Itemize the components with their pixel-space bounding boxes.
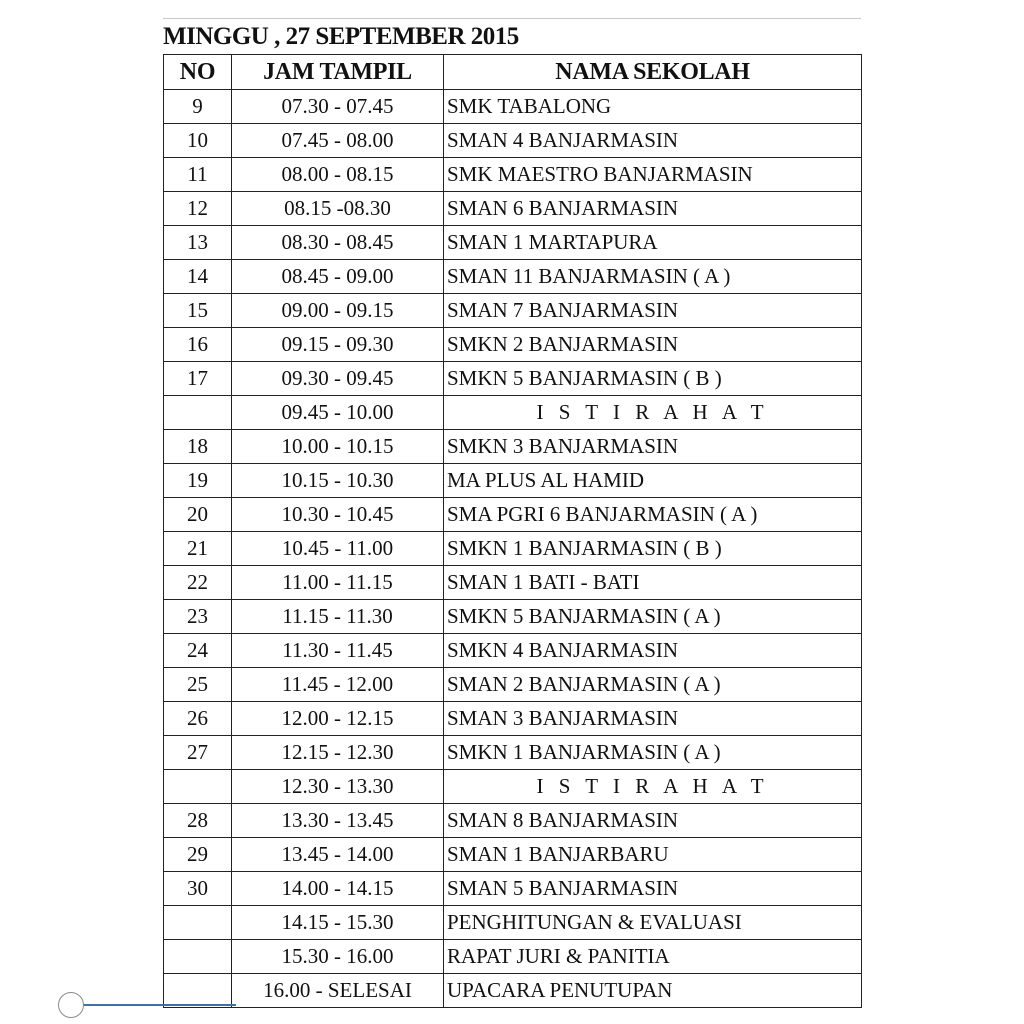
cell-no: 18 <box>164 430 232 464</box>
cell-jam-tampil: 14.15 - 15.30 <box>232 906 444 940</box>
cell-jam-tampil: 11.30 - 11.45 <box>232 634 444 668</box>
cell-no: 10 <box>164 124 232 158</box>
header-no: NO <box>164 55 232 90</box>
cell-nama-sekolah: SMAN 1 BANJARBARU <box>444 838 862 872</box>
cell-no: 22 <box>164 566 232 600</box>
cell-jam-tampil: 11.45 - 12.00 <box>232 668 444 702</box>
cell-jam-tampil: 11.00 - 11.15 <box>232 566 444 600</box>
table-row <box>164 974 862 1008</box>
cell-nama-sekolah: SMKN 5 BANJARMASIN ( B ) <box>444 362 862 396</box>
cell-jam-tampil: 12.00 - 12.15 <box>232 702 444 736</box>
cell-nama-sekolah: SMAN 7 BANJARMASIN <box>444 294 862 328</box>
cell-jam-tampil: 08.45 - 09.00 <box>232 260 444 294</box>
cell-jam-tampil: 09.00 - 09.15 <box>232 294 444 328</box>
cell-nama-sekolah: SMA PGRI 6 BANJARMASIN ( A ) <box>444 498 862 532</box>
table-row <box>164 702 862 736</box>
schedule-rows <box>164 90 862 1008</box>
table-row <box>164 838 862 872</box>
cell-nama-sekolah: SMKN 1 BANJARMASIN ( A ) <box>444 736 862 770</box>
cell-no <box>164 974 232 1008</box>
table-row <box>164 634 862 668</box>
table-row <box>164 600 862 634</box>
cell-nama-sekolah: SMKN 5 BANJARMASIN ( A ) <box>444 600 862 634</box>
cell-jam-tampil: 13.45 - 14.00 <box>232 838 444 872</box>
cell-no: 27 <box>164 736 232 770</box>
cell-jam-tampil: 09.30 - 09.45 <box>232 362 444 396</box>
cell-no: 25 <box>164 668 232 702</box>
cell-nama-sekolah: SMKN 2 BANJARMASIN <box>444 328 862 362</box>
header-jam-tampil: JAM TAMPIL <box>232 55 444 90</box>
cell-istirahat: I S T I R A H A T <box>444 396 862 430</box>
table-row <box>164 90 862 124</box>
schedule-title: MINGGU , 27 SEPTEMBER 2015 <box>163 23 519 50</box>
cell-nama-sekolah: RAPAT JURI & PANITIA <box>444 940 862 974</box>
cell-no: 12 <box>164 192 232 226</box>
cell-no <box>164 396 232 430</box>
cell-jam-tampil: 09.15 - 09.30 <box>232 328 444 362</box>
cell-no: 23 <box>164 600 232 634</box>
cell-no: 16 <box>164 328 232 362</box>
cell-nama-sekolah: SMK TABALONG <box>444 90 862 124</box>
table-row <box>164 226 862 260</box>
header-nama-sekolah: NAMA SEKOLAH <box>444 55 862 90</box>
cell-jam-tampil: 08.15 -08.30 <box>232 192 444 226</box>
cell-no: 17 <box>164 362 232 396</box>
cell-no: 24 <box>164 634 232 668</box>
cell-nama-sekolah: SMAN 6 BANJARMASIN <box>444 192 862 226</box>
table-row <box>164 532 862 566</box>
cell-jam-tampil: 10.30 - 10.45 <box>232 498 444 532</box>
cell-no: 30 <box>164 872 232 906</box>
cell-nama-sekolah: SMAN 4 BANJARMASIN <box>444 124 862 158</box>
cell-nama-sekolah: SMAN 11 BANJARMASIN ( A ) <box>444 260 862 294</box>
table-row <box>164 872 862 906</box>
cell-no: 14 <box>164 260 232 294</box>
selection-handle[interactable] <box>58 992 84 1018</box>
break-row <box>164 770 862 804</box>
cell-nama-sekolah: SMAN 3 BANJARMASIN <box>444 702 862 736</box>
cell-jam-tampil: 15.30 - 16.00 <box>232 940 444 974</box>
schedule-table <box>163 54 862 1008</box>
cell-nama-sekolah: MA PLUS AL HAMID <box>444 464 862 498</box>
cell-jam-tampil: 16.00 - SELESAI <box>232 974 444 1008</box>
break-row <box>164 396 862 430</box>
cell-nama-sekolah: UPACARA PENUTUPAN <box>444 974 862 1008</box>
cell-jam-tampil: 14.00 - 14.15 <box>232 872 444 906</box>
table-row <box>164 362 862 396</box>
cell-nama-sekolah: SMAN 2 BANJARMASIN ( A ) <box>444 668 862 702</box>
table-row <box>164 906 862 940</box>
table-row <box>164 940 862 974</box>
cell-no: 29 <box>164 838 232 872</box>
cell-jam-tampil: 10.15 - 10.30 <box>232 464 444 498</box>
table-row <box>164 668 862 702</box>
cell-jam-tampil: 10.00 - 10.15 <box>232 430 444 464</box>
cell-no: 19 <box>164 464 232 498</box>
table-row <box>164 566 862 600</box>
cell-no: 11 <box>164 158 232 192</box>
cell-nama-sekolah: SMKN 4 BANJARMASIN <box>444 634 862 668</box>
selection-handle-line <box>76 1004 236 1006</box>
top-rule <box>163 18 861 19</box>
cell-jam-tampil: 12.30 - 13.30 <box>232 770 444 804</box>
cell-no: 21 <box>164 532 232 566</box>
cell-nama-sekolah: SMKN 3 BANJARMASIN <box>444 430 862 464</box>
cell-jam-tampil: 12.15 - 12.30 <box>232 736 444 770</box>
cell-no: 26 <box>164 702 232 736</box>
table-row <box>164 158 862 192</box>
cell-jam-tampil: 08.00 - 08.15 <box>232 158 444 192</box>
header-row <box>164 55 862 90</box>
table-row <box>164 124 862 158</box>
cell-jam-tampil: 08.30 - 08.45 <box>232 226 444 260</box>
cell-jam-tampil: 11.15 - 11.30 <box>232 600 444 634</box>
cell-nama-sekolah: SMAN 1 BATI - BATI <box>444 566 862 600</box>
cell-nama-sekolah: SMAN 5 BANJARMASIN <box>444 872 862 906</box>
cell-no <box>164 940 232 974</box>
table-row <box>164 464 862 498</box>
cell-no: 9 <box>164 90 232 124</box>
table-row <box>164 328 862 362</box>
cell-no: 15 <box>164 294 232 328</box>
cell-nama-sekolah: SMAN 8 BANJARMASIN <box>444 804 862 838</box>
cell-nama-sekolah: SMKN 1 BANJARMASIN ( B ) <box>444 532 862 566</box>
cell-no <box>164 906 232 940</box>
table-row <box>164 294 862 328</box>
cell-nama-sekolah: SMAN 1 MARTAPURA <box>444 226 862 260</box>
cell-jam-tampil: 09.45 - 10.00 <box>232 396 444 430</box>
table-row <box>164 260 862 294</box>
cell-nama-sekolah: PENGHITUNGAN & EVALUASI <box>444 906 862 940</box>
table-row <box>164 804 862 838</box>
table-row <box>164 192 862 226</box>
cell-istirahat: I S T I R A H A T <box>444 770 862 804</box>
cell-no: 28 <box>164 804 232 838</box>
cell-no: 13 <box>164 226 232 260</box>
table-row <box>164 736 862 770</box>
table-row <box>164 498 862 532</box>
cell-no: 20 <box>164 498 232 532</box>
cell-jam-tampil: 07.45 - 08.00 <box>232 124 444 158</box>
cell-jam-tampil: 10.45 - 11.00 <box>232 532 444 566</box>
cell-no <box>164 770 232 804</box>
cell-nama-sekolah: SMK MAESTRO BANJARMASIN <box>444 158 862 192</box>
cell-jam-tampil: 07.30 - 07.45 <box>232 90 444 124</box>
table-row <box>164 430 862 464</box>
cell-jam-tampil: 13.30 - 13.45 <box>232 804 444 838</box>
